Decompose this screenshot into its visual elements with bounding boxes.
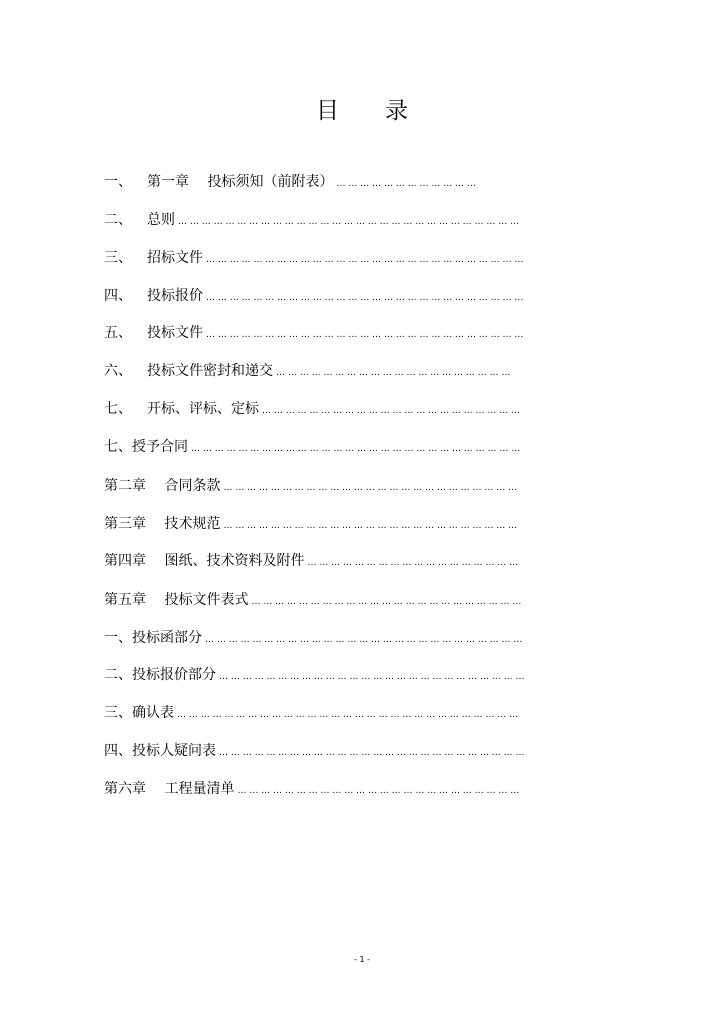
toc-entry-leader-dots: … … … … … … … … … … … … … … … … … … … … … … …: [251, 597, 522, 607]
toc-entry[interactable]: [104, 739, 525, 763]
toc-entry-title: 二、投标报价部分: [104, 667, 216, 683]
toc-entry-leader-dots: … … … … … … … … … … … … … … … … … … … … … … … … … … …: [206, 293, 524, 303]
toc-entry-title: 第六章 工程量清单: [104, 781, 235, 797]
toc-entry-number: 七、: [104, 401, 132, 417]
toc-entry-number: 五、: [104, 325, 132, 341]
toc-entry-leader-dots: … … … … … … … … … … … … … … … … … …: [307, 558, 519, 568]
page-title: [0, 92, 724, 125]
toc-entry-title: 投标文件: [147, 325, 203, 341]
toc-entry-leader-dots: … … … … … … … … … … … … … … … … … … … … … … … … … …: [219, 672, 525, 682]
toc-entry-leader-dots: … … … … … … … … … … … …: [336, 179, 476, 189]
toc-entry-leader-dots: … … … … … … … … … … … … … … … … … … … … … … … … …: [223, 483, 518, 493]
toc-entry-number: 一、: [104, 174, 132, 190]
toc-entry-leader-dots: … … … … … … … … … … … … … … … … … … … … … … … … … … …: [206, 255, 524, 265]
toc-entry[interactable]: [104, 208, 519, 232]
toc-entry[interactable]: [104, 284, 523, 308]
toc-entry-number: 四、: [104, 288, 132, 304]
page-number: - 1 -: [354, 955, 370, 964]
toc-entry[interactable]: [104, 170, 476, 194]
toc-entry-title: 一、投标函部分: [104, 630, 202, 646]
toc-entry[interactable]: [104, 435, 520, 459]
toc-entry[interactable]: [104, 626, 522, 650]
toc-entry-number: 二、: [104, 212, 132, 228]
toc-entry-title: 投标文件密封和递交: [147, 363, 273, 379]
toc-entry-title: 七、授予合同: [104, 439, 188, 455]
toc-entry-title: 招标文件: [147, 250, 203, 266]
toc-entry-title: 四、投标人疑问表: [104, 743, 216, 759]
toc-entry[interactable]: [104, 512, 517, 536]
toc-entry[interactable]: [104, 474, 517, 498]
toc-entry[interactable]: [104, 549, 518, 573]
toc-entry[interactable]: [104, 246, 523, 270]
toc-entry-leader-dots: … … … … … … … … … … … … … … … … … … … … … …: [262, 406, 521, 416]
title-char-2: 录: [385, 98, 408, 124]
toc-entry-title: 三、确认表: [104, 705, 174, 721]
toc-entry-leader-dots: … … … … … … … … … … … … … … … … … … … … … … … … … … … … …: [178, 217, 520, 227]
toc-entry-number: 六、: [104, 363, 132, 379]
toc-entry[interactable]: [104, 359, 510, 383]
toc-entry-leader-dots: … … … … … … … … … … … … … … … … … … … … … … … …: [237, 786, 520, 796]
toc-entry[interactable]: [104, 663, 525, 687]
toc-entry-number: 三、: [104, 250, 132, 266]
toc-entry[interactable]: [104, 397, 520, 421]
toc-entry-title: 总则: [147, 212, 175, 228]
toc-entry-title: 第一章 投标须知（前附表）: [147, 174, 334, 190]
toc-entry[interactable]: [104, 777, 519, 801]
toc-entry-title: 投标报价: [147, 288, 203, 304]
toc-entry-title: 第四章 图纸、技术资料及附件: [104, 553, 305, 569]
toc-entry[interactable]: [104, 321, 523, 345]
toc-entry-leader-dots: … … … … … … … … … … … … … … … … … … … … … … … … … … …: [206, 330, 524, 340]
toc-entry[interactable]: [104, 701, 518, 725]
toc-entry-leader-dots: … … … … … … … … … … … … … … … … … … … … … … … … …: [223, 521, 518, 531]
toc-entry-title: 第三章 技术规范: [104, 516, 221, 532]
toc-entry[interactable]: [104, 588, 521, 612]
toc-entry-title: 开标、评标、定标: [147, 401, 259, 417]
toc-entry-leader-dots: … … … … … … … … … … … … … … … … … … … … … … … … … … … …: [191, 444, 521, 454]
toc-entry-leader-dots: … … … … … … … … … … … … … … … … … … … … … … … … … …: [219, 748, 525, 758]
toc-entry-title: 第二章 合同条款: [104, 478, 221, 494]
toc-entry-leader-dots: … … … … … … … … … … … … … … … … … … … … … … … … … … … … …: [177, 710, 519, 720]
toc-entry-leader-dots: … … … … … … … … … … … … … … … … … … … … … … … … … … …: [205, 635, 523, 645]
toc-entry-title: 第五章 投标文件表式: [104, 592, 249, 608]
title-char-1: 目: [316, 98, 339, 124]
toc-entry-leader-dots: … … … … … … … … … … … … … … … … … … … …: [276, 368, 511, 378]
